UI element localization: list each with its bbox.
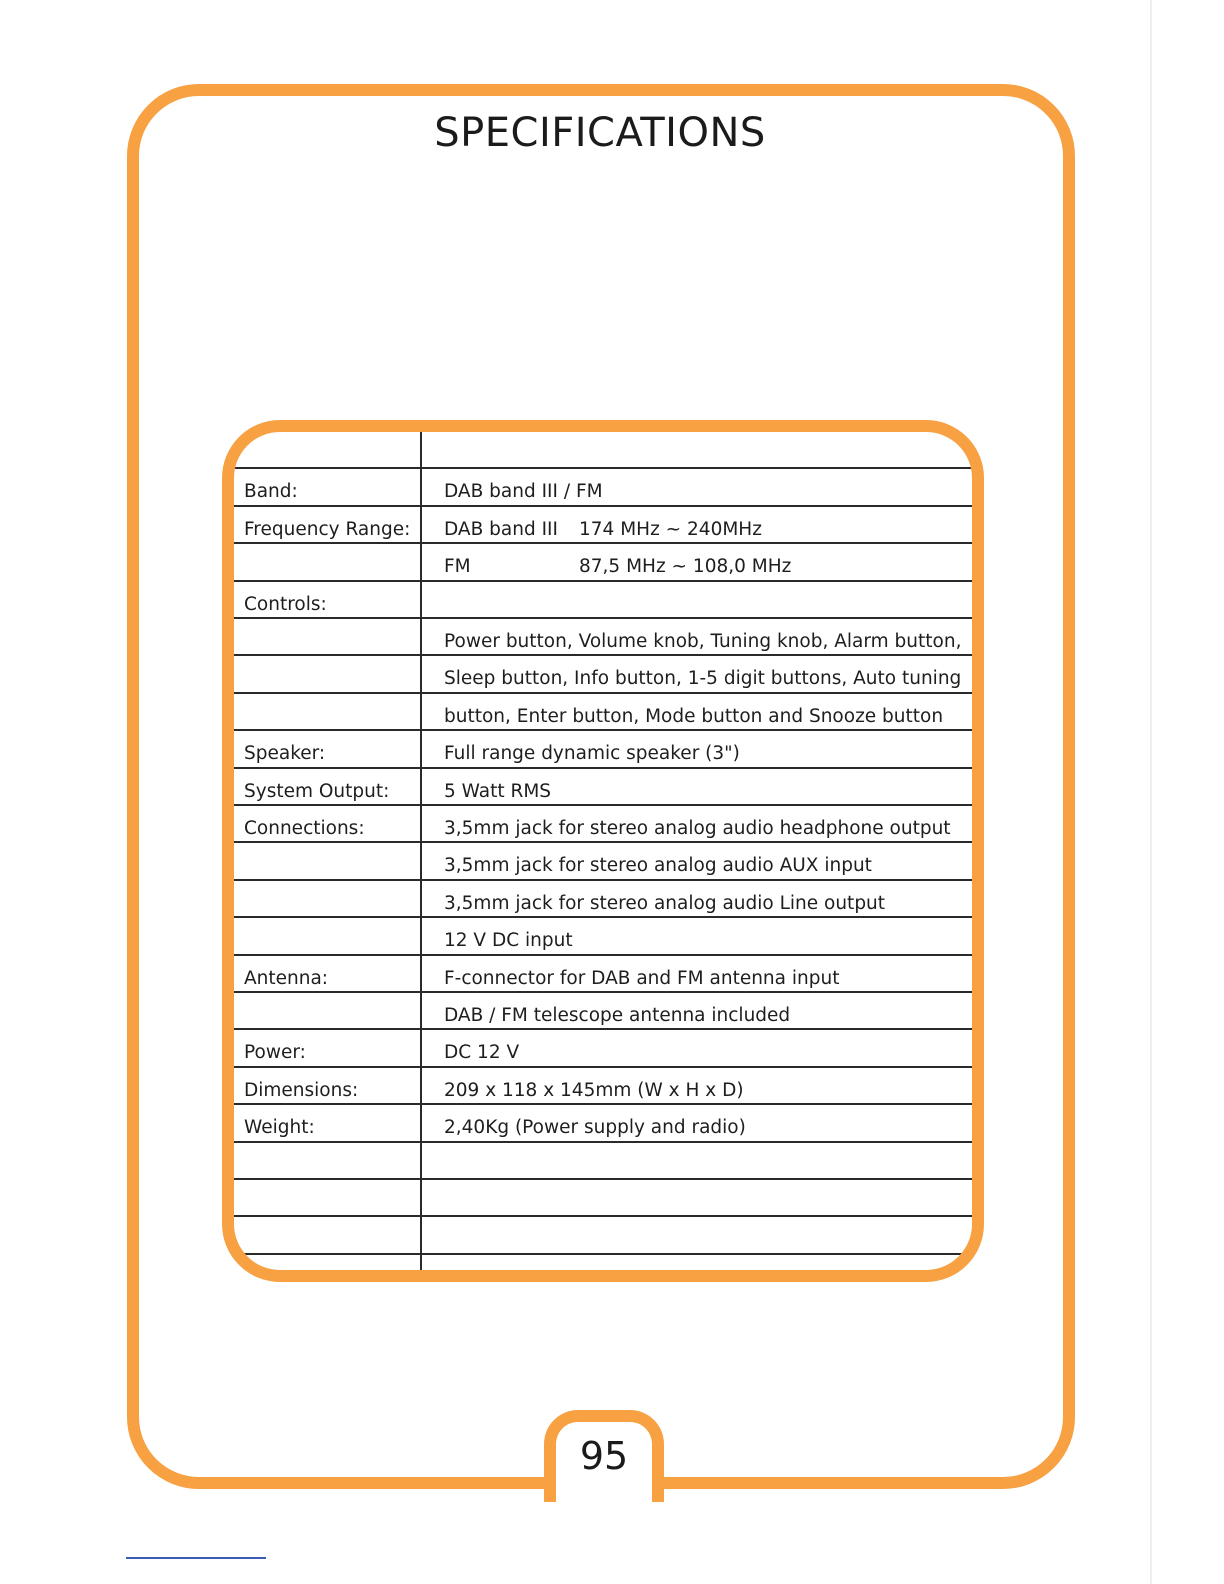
spec-label-dimensions: Dimensions:: [244, 1079, 359, 1101]
table-row: [234, 1217, 972, 1254]
spec-label-antenna: Antenna:: [244, 967, 329, 989]
spec-label-controls: Controls:: [244, 593, 327, 615]
page-number: 95: [579, 1434, 629, 1478]
spec-value-speaker: Full range dynamic speaker (3"): [444, 743, 740, 765]
spec-value-system-output: 5 Watt RMS: [444, 780, 552, 802]
spec-value-weight: 2,40Kg (Power supply and radio): [444, 1117, 746, 1139]
spec-label-system-output: System Output:: [244, 780, 390, 802]
spec-label-weight: Weight:: [244, 1117, 315, 1139]
spec-label-connections: Connections:: [244, 818, 365, 839]
page-edge-line: [1150, 0, 1152, 1584]
table-row: [234, 656, 972, 693]
specifications-table-frame: [222, 420, 984, 1282]
table-row: [234, 769, 972, 806]
specifications-table: [234, 432, 972, 1270]
table-row: [234, 619, 972, 656]
table-row: [234, 1068, 972, 1105]
spec-value-connections-line: 3,5mm jack for stereo analog audio Line output: [444, 892, 886, 914]
spec-label-band: Band:: [244, 481, 298, 503]
spec-value-dab-band: DAB band III: [444, 518, 558, 540]
spec-value-dimensions: 209 x 118 x 145mm (W x H x D): [444, 1079, 744, 1101]
spec-value-fm-band: FM: [444, 556, 471, 578]
table-row: [234, 1180, 972, 1217]
spec-value-controls-line: Power button, Volume knob, Tuning knob, Alarm button,: [444, 631, 962, 652]
spec-value-connections-line: 3,5mm jack for stereo analog audio headphone output: [444, 818, 951, 839]
table-row: [234, 1143, 972, 1180]
table-row: [234, 694, 972, 731]
table-row: [234, 1030, 972, 1067]
spec-label-frequency: Frequency Range:: [244, 518, 411, 540]
table-row: [234, 507, 972, 544]
table-row: [234, 956, 972, 993]
spec-label-power: Power:: [244, 1042, 306, 1064]
spec-value-connections-line: 12 V DC input: [444, 930, 573, 952]
table-row: [234, 918, 972, 955]
spec-value-band: DAB band III / FM: [444, 481, 603, 503]
table-row: [234, 544, 972, 581]
footer-rule: [126, 1557, 266, 1559]
table-row: [234, 993, 972, 1030]
table-row: [234, 432, 972, 469]
spec-value-fm-range: 87,5 MHz ~ 108,0 MHz: [579, 556, 792, 578]
page-number-tab-gap: [556, 1475, 652, 1505]
table-row: [234, 582, 972, 619]
column-divider: [420, 432, 422, 1270]
table-row: [234, 806, 972, 843]
page-title: SPECIFICATIONS: [434, 110, 766, 156]
table-row: [234, 881, 972, 918]
spec-label-speaker: Speaker:: [244, 743, 326, 765]
table-row: [234, 1105, 972, 1142]
spec-value-antenna-line: F-connector for DAB and FM antenna input: [444, 967, 840, 989]
spec-value-power: DC 12 V: [444, 1042, 520, 1064]
table-row: [234, 469, 972, 506]
spec-value-dab-range: 174 MHz ~ 240MHz: [579, 518, 762, 540]
spec-value-antenna-line: DAB / FM telescope antenna included: [444, 1005, 791, 1026]
spec-value-controls-line: button, Enter button, Mode button and Snooze button: [444, 705, 944, 727]
spec-value-controls-line: Sleep button, Info button, 1-5 digit buttons, Auto tuning: [444, 668, 962, 690]
spec-value-connections-line: 3,5mm jack for stereo analog audio AUX input: [444, 855, 872, 877]
table-row: [234, 731, 972, 768]
table-row: [234, 843, 972, 880]
